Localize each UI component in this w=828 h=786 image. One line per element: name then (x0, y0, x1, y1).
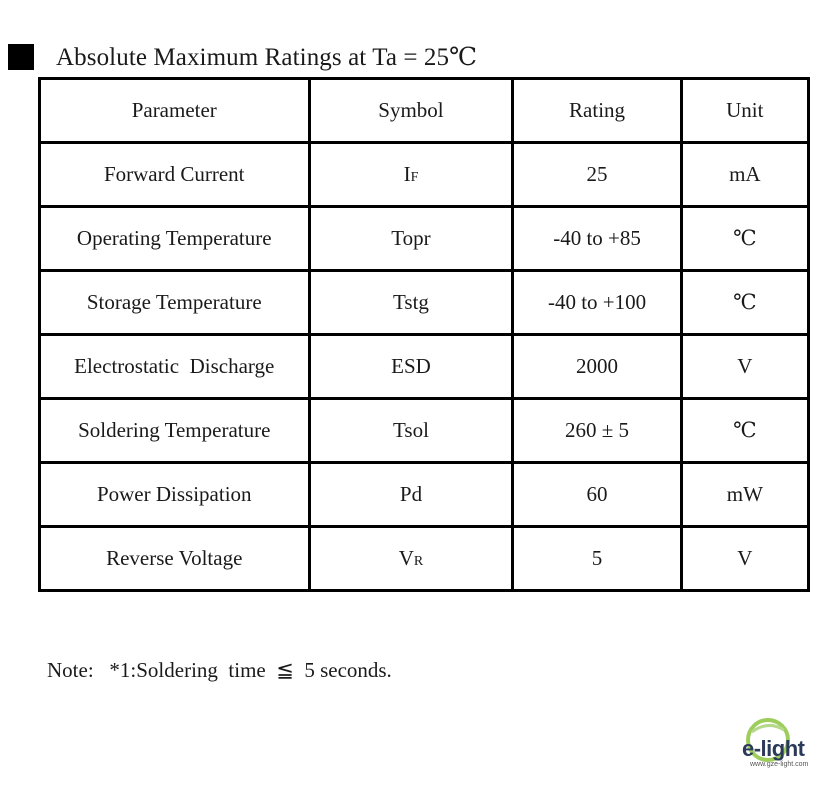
table-row (40, 399, 809, 463)
logo-wordmark: e-light (742, 736, 805, 761)
square-bullet-icon (8, 44, 34, 70)
unit-cell: ℃ (681, 207, 808, 271)
rating-cell: 25 (513, 143, 681, 207)
header-parameter: Parameter (40, 79, 310, 143)
symbol-main: Tstg (393, 290, 429, 314)
symbol-cell (309, 527, 513, 591)
symbol-cell (309, 463, 513, 527)
rating-cell: 2000 (513, 335, 681, 399)
symbol-subscript: F (410, 170, 419, 185)
header-symbol: Symbol (309, 79, 513, 143)
rating-cell: 260 ± 5 (513, 399, 681, 463)
footnote: Note: *1:Soldering time ≦ 5 seconds. (47, 658, 392, 682)
table-row (40, 207, 809, 271)
e-light-logo (738, 716, 824, 776)
section-title: Absolute Maximum Ratings at Ta = 25℃ (56, 44, 478, 71)
table-row (40, 527, 809, 591)
parameter-cell: Power Dissipation (40, 463, 310, 527)
rating-cell: -40 to +85 (513, 207, 681, 271)
symbol-main: Pd (399, 482, 423, 506)
header-unit: Unit (681, 79, 808, 143)
table-row (40, 335, 809, 399)
section-heading (8, 42, 477, 72)
symbol-cell (309, 207, 513, 271)
rating-cell: -40 to +100 (513, 271, 681, 335)
rating-cell: 5 (513, 527, 681, 591)
parameter-cell: Electrostatic Discharge (40, 335, 310, 399)
parameter-cell: Operating Temperature (40, 207, 310, 271)
symbol-main: Topr (391, 226, 431, 250)
unit-cell: mA (681, 143, 808, 207)
symbol-cell (309, 335, 513, 399)
logo-url: www.gze-light.com (750, 761, 809, 768)
table-row (40, 271, 809, 335)
ratings-table (38, 77, 810, 592)
unit-cell: ℃ (681, 271, 808, 335)
table-row (40, 143, 809, 207)
symbol-cell (309, 271, 513, 335)
unit-cell: ℃ (681, 399, 808, 463)
header-rating: Rating (513, 79, 681, 143)
symbol-cell (309, 399, 513, 463)
parameter-cell: Reverse Voltage (40, 527, 310, 591)
unit-cell: mW (681, 463, 808, 527)
symbol-main: ESD (391, 354, 431, 378)
table-header-row (40, 79, 809, 143)
symbol-main: I (403, 162, 411, 186)
symbol-cell (309, 143, 513, 207)
parameter-cell: Forward Current (40, 143, 310, 207)
rating-cell: 60 (513, 463, 681, 527)
unit-cell: V (681, 527, 808, 591)
symbol-subscript: R (413, 554, 424, 569)
symbol-main: Tsol (393, 418, 429, 442)
table-row (40, 463, 809, 527)
parameter-cell: Storage Temperature (40, 271, 310, 335)
unit-cell: V (681, 335, 808, 399)
symbol-main: V (398, 546, 414, 570)
parameter-cell: Soldering Temperature (40, 399, 310, 463)
